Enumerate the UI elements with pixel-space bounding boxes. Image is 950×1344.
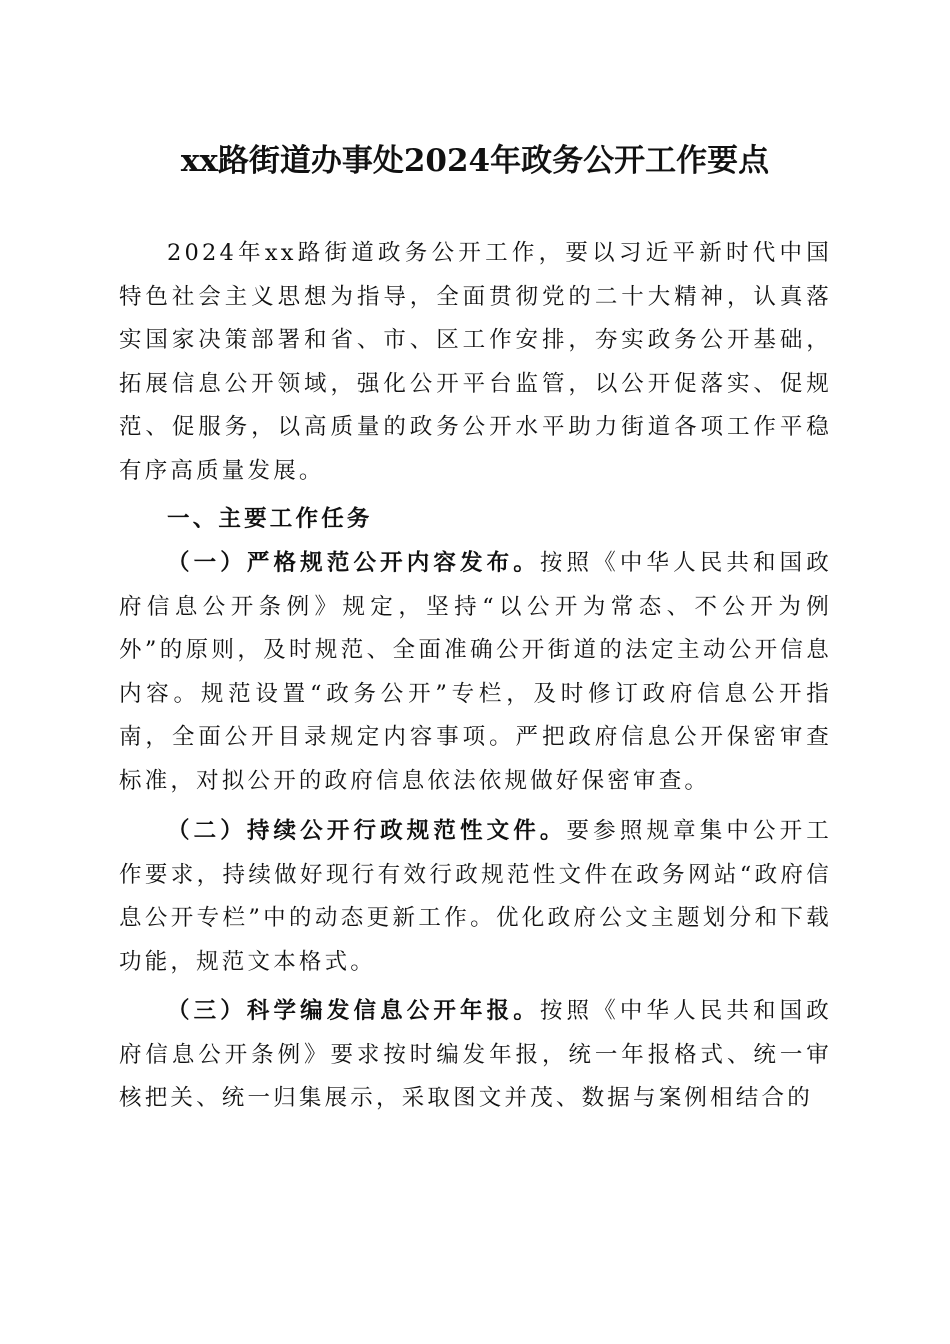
item-text-1: 按照《中华人民共和国政府信息公开条例》规定，坚持“以公开为常态、不公开为例外”的原则，及时规范、全面准确公开街道的法定主动公开信息内容。规范设置“政务公开”专栏，及时修订政府信息公开指南，全面公开目录规定内容事项。严把政府信息公开保密审查标准，对拟公开的政府信息依法依规做好保密审查。 — [119, 550, 832, 794]
item-paragraph-1 — [119, 542, 832, 803]
item-heading-2: （二）持续公开行政规范性文件。 — [167, 818, 567, 844]
item-text-2: 要参照规章集中公开工作要求，持续做好现行有效行政规范性文件在政务网站“政府信息公开专栏”中的动态更新工作。优化政府公文主题划分和下载功能，规范文本格式。 — [119, 818, 832, 975]
document-title: xx路街道办事处2024年政务公开工作要点 — [180, 143, 770, 179]
item-heading-1: （一）严格规范公开内容发布。 — [167, 550, 540, 576]
section-heading: 一、主要工作任务 — [167, 506, 373, 532]
item-paragraph-3 — [119, 990, 832, 1121]
item-text-3: 按照《中华人民共和国政府信息公开条例》要求按时编发年报，统一年报格式、统一审核把关、统一归集展示，采取图文并茂、数据与案例相结合的 — [119, 998, 832, 1111]
item-heading-3: （三）科学编发信息公开年报。 — [167, 998, 540, 1024]
item-paragraph-2 — [119, 810, 832, 984]
intro-paragraph: 2024年xx路街道政务公开工作，要以习近平新时代中国特色社会主义思想为指导，全面贯彻党的二十大精神，认真落实国家决策部署和省、市、区工作安排，夯实政务公开基础，拓展信息公开领域，强化公开平台监管，以公开促落实、促规范、促服务，以高质量的政务公开水平助力街道各项工作平稳有序高质量发展。 — [119, 240, 832, 484]
